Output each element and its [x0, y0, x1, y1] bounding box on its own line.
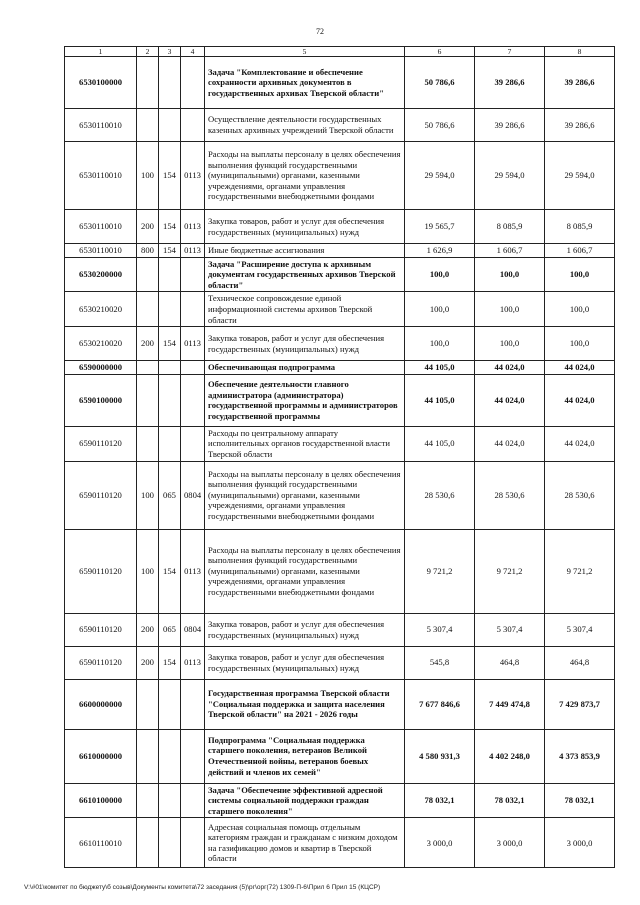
administrator-code [159, 109, 181, 142]
section-code: 0113 [181, 529, 205, 613]
administrator-code: 154 [159, 244, 181, 258]
column-number-header: 5 [205, 47, 405, 57]
amount-col8: 39 286,6 [545, 57, 615, 109]
administrator-code: 065 [159, 613, 181, 646]
amount-col8: 100,0 [545, 292, 615, 327]
table-row [65, 292, 615, 327]
amount-col8: 7 429 873,7 [545, 679, 615, 729]
amount-col8: 1 606,7 [545, 244, 615, 258]
amount-col6: 44 105,0 [405, 374, 475, 426]
classification-code: 6590110120 [65, 613, 137, 646]
section-code [181, 109, 205, 142]
amount-col7: 100,0 [475, 292, 545, 327]
classification-code: 6530210020 [65, 292, 137, 327]
expense-type-code [137, 783, 159, 818]
expense-type-code: 200 [137, 646, 159, 679]
section-code: 0113 [181, 210, 205, 244]
administrator-code [159, 679, 181, 729]
amount-col7: 5 307,4 [475, 613, 545, 646]
table-row [65, 783, 615, 818]
administrator-code: 154 [159, 529, 181, 613]
column-number-header: 7 [475, 47, 545, 57]
amount-col7: 464,8 [475, 646, 545, 679]
item-name: Закупка товаров, работ и услуг для обеспечения государственных (муниципальных) нужд [205, 327, 405, 361]
amount-col7: 44 024,0 [475, 361, 545, 375]
table-row [65, 57, 615, 109]
amount-col8: 8 085,9 [545, 210, 615, 244]
administrator-code [159, 257, 181, 292]
classification-code: 6530200000 [65, 257, 137, 292]
amount-col7: 29 594,0 [475, 142, 545, 210]
amount-col8: 29 594,0 [545, 142, 615, 210]
budget-table [64, 46, 615, 868]
section-code: 0804 [181, 461, 205, 529]
table-row [65, 257, 615, 292]
table-row [65, 361, 615, 375]
amount-col7: 8 085,9 [475, 210, 545, 244]
amount-col6: 100,0 [405, 257, 475, 292]
expense-type-code [137, 426, 159, 461]
expense-type-code [137, 818, 159, 868]
administrator-code: 154 [159, 210, 181, 244]
expense-type-code [137, 109, 159, 142]
amount-col7: 39 286,6 [475, 109, 545, 142]
expense-type-code [137, 57, 159, 109]
amount-col6: 50 786,6 [405, 109, 475, 142]
item-name: Задача "Комплектование и обеспечение сохранности архивных документов в государственных архивах Тверской области" [205, 57, 405, 109]
footer-file-path: V:\#01\комитет по бюджету\б созыв\Документы комитета\72 заседания (5)\рг\орг(72) 1309-П-6\Прил 6 Прил 15 (КЦСР) [24, 884, 381, 891]
section-code [181, 783, 205, 818]
amount-col6: 19 565,7 [405, 210, 475, 244]
column-number-header: 2 [137, 47, 159, 57]
amount-col6: 100,0 [405, 327, 475, 361]
classification-code: 6590110120 [65, 646, 137, 679]
administrator-code [159, 361, 181, 375]
expense-type-code [137, 374, 159, 426]
expense-type-code: 800 [137, 244, 159, 258]
section-code [181, 818, 205, 868]
classification-code: 6590000000 [65, 361, 137, 375]
amount-col6: 9 721,2 [405, 529, 475, 613]
amount-col6: 7 677 846,6 [405, 679, 475, 729]
amount-col7: 9 721,2 [475, 529, 545, 613]
section-code [181, 292, 205, 327]
table-row [65, 210, 615, 244]
amount-col8: 100,0 [545, 327, 615, 361]
table-row [65, 244, 615, 258]
classification-code: 6590110120 [65, 461, 137, 529]
section-code [181, 729, 205, 783]
classification-code: 6610100000 [65, 783, 137, 818]
expense-type-code: 100 [137, 529, 159, 613]
table-row [65, 142, 615, 210]
administrator-code [159, 426, 181, 461]
administrator-code [159, 292, 181, 327]
item-name: Расходы на выплаты персоналу в целях обеспечения выполнения функций государственными (муниципальными) органами, казенными учреждениями, органами управления государственными внебюджетными фондами [205, 142, 405, 210]
section-code: 0804 [181, 613, 205, 646]
amount-col7: 4 402 248,0 [475, 729, 545, 783]
amount-col8: 28 530,6 [545, 461, 615, 529]
item-name: Закупка товаров, работ и услуг для обеспечения государственных (муниципальных) нужд [205, 646, 405, 679]
table-row [65, 646, 615, 679]
expense-type-code: 200 [137, 210, 159, 244]
column-number-header: 6 [405, 47, 475, 57]
expense-type-code [137, 729, 159, 783]
amount-col6: 44 105,0 [405, 361, 475, 375]
classification-code: 6530100000 [65, 57, 137, 109]
amount-col8: 100,0 [545, 257, 615, 292]
amount-col6: 100,0 [405, 292, 475, 327]
amount-col7: 7 449 474,8 [475, 679, 545, 729]
classification-code: 6600000000 [65, 679, 137, 729]
expense-type-code [137, 292, 159, 327]
expense-type-code: 200 [137, 327, 159, 361]
amount-col7: 28 530,6 [475, 461, 545, 529]
administrator-code [159, 783, 181, 818]
amount-col6: 4 580 931,3 [405, 729, 475, 783]
amount-col6: 3 000,0 [405, 818, 475, 868]
table-row [65, 679, 615, 729]
classification-code: 6610110010 [65, 818, 137, 868]
table-row [65, 461, 615, 529]
amount-col8: 464,8 [545, 646, 615, 679]
amount-col6: 29 594,0 [405, 142, 475, 210]
amount-col6: 1 626,9 [405, 244, 475, 258]
item-name: Адресная социальная помощь отдельным категориям граждан и гражданам с низким доходом на газификацию домов и квартир в Тверской области [205, 818, 405, 868]
column-number-header: 4 [181, 47, 205, 57]
item-name: Закупка товаров, работ и услуг для обеспечения государственных (муниципальных) нужд [205, 210, 405, 244]
administrator-code: 065 [159, 461, 181, 529]
classification-code: 6530110010 [65, 109, 137, 142]
expense-type-code [137, 679, 159, 729]
administrator-code: 154 [159, 327, 181, 361]
item-name: Осуществление деятельности государственных казенных архивных учреждений Тверской области [205, 109, 405, 142]
table-row [65, 109, 615, 142]
column-number-header: 3 [159, 47, 181, 57]
section-code [181, 679, 205, 729]
section-code [181, 374, 205, 426]
expense-type-code: 200 [137, 613, 159, 646]
amount-col6: 50 786,6 [405, 57, 475, 109]
amount-col6: 28 530,6 [405, 461, 475, 529]
item-name: Техническое сопровождение единой информационной системы архивов Тверской области [205, 292, 405, 327]
section-code: 0113 [181, 142, 205, 210]
administrator-code [159, 729, 181, 783]
item-name: Задача "Обеспечение эффективной адресной системы социальной поддержки граждан старшего поколения" [205, 783, 405, 818]
amount-col8: 44 024,0 [545, 361, 615, 375]
item-name: Закупка товаров, работ и услуг для обеспечения государственных (муниципальных) нужд [205, 613, 405, 646]
item-name: Иные бюджетные ассигнования [205, 244, 405, 258]
classification-code: 6530110010 [65, 244, 137, 258]
amount-col8: 9 721,2 [545, 529, 615, 613]
section-code: 0113 [181, 327, 205, 361]
table-row [65, 529, 615, 613]
classification-code: 6530110010 [65, 210, 137, 244]
administrator-code: 154 [159, 646, 181, 679]
item-name: Государственная программа Тверской области "Социальная поддержка и защита населения Тверской области" на 2021 - 2026 годы [205, 679, 405, 729]
amount-col7: 44 024,0 [475, 374, 545, 426]
amount-col7: 39 286,6 [475, 57, 545, 109]
amount-col6: 5 307,4 [405, 613, 475, 646]
administrator-code [159, 57, 181, 109]
section-code: 0113 [181, 244, 205, 258]
section-code [181, 426, 205, 461]
classification-code: 6530210020 [65, 327, 137, 361]
administrator-code [159, 374, 181, 426]
column-number-header: 8 [545, 47, 615, 57]
expense-type-code: 100 [137, 142, 159, 210]
item-name: Расходы на выплаты персоналу в целях обеспечения выполнения функций государственными (муниципальными) органами, казенными учреждениями, органами управления государственными внебюджетными фондами [205, 529, 405, 613]
section-code [181, 57, 205, 109]
classification-code: 6610000000 [65, 729, 137, 783]
table-row [65, 374, 615, 426]
amount-col7: 44 024,0 [475, 426, 545, 461]
item-name: Подпрограмма "Социальная поддержка старшего поколения, ветеранов Великой Отечественной войны, ветеранов боевых действий и членов их семей" [205, 729, 405, 783]
amount-col8: 5 307,4 [545, 613, 615, 646]
amount-col6: 545,8 [405, 646, 475, 679]
section-code [181, 257, 205, 292]
expense-type-code: 100 [137, 461, 159, 529]
classification-code: 6590110120 [65, 529, 137, 613]
administrator-code: 154 [159, 142, 181, 210]
section-code: 0113 [181, 646, 205, 679]
page-number: 72 [316, 27, 324, 36]
classification-code: 6530110010 [65, 142, 137, 210]
item-name: Расходы на выплаты персоналу в целях обеспечения выполнения функций государственными (муниципальными) органами, казенными учреждениями, органами управления государственными внебюджетными фондами [205, 461, 405, 529]
table-row [65, 729, 615, 783]
amount-col8: 39 286,6 [545, 109, 615, 142]
administrator-code [159, 818, 181, 868]
amount-col6: 78 032,1 [405, 783, 475, 818]
item-name: Обеспечение деятельности главного администратора (администратора) государственной программы и администраторов государственной программы [205, 374, 405, 426]
amount-col8: 78 032,1 [545, 783, 615, 818]
item-name: Задача "Расширение доступа к архивным документам государственных архивов Тверской области" [205, 257, 405, 292]
amount-col6: 44 105,0 [405, 426, 475, 461]
classification-code: 6590100000 [65, 374, 137, 426]
table-header-row [65, 47, 615, 57]
table-row [65, 613, 615, 646]
amount-col7: 3 000,0 [475, 818, 545, 868]
amount-col8: 3 000,0 [545, 818, 615, 868]
item-name: Расходы по центральному аппарату исполнительных органов государственной власти Тверской области [205, 426, 405, 461]
table-row [65, 818, 615, 868]
table-row [65, 327, 615, 361]
expense-type-code [137, 361, 159, 375]
section-code [181, 361, 205, 375]
item-name: Обеспечивающая подпрограмма [205, 361, 405, 375]
amount-col8: 44 024,0 [545, 374, 615, 426]
amount-col7: 100,0 [475, 257, 545, 292]
amount-col7: 1 606,7 [475, 244, 545, 258]
expense-type-code [137, 257, 159, 292]
amount-col8: 44 024,0 [545, 426, 615, 461]
amount-col7: 78 032,1 [475, 783, 545, 818]
table-row [65, 426, 615, 461]
classification-code: 6590110120 [65, 426, 137, 461]
amount-col8: 4 373 853,9 [545, 729, 615, 783]
column-number-header: 1 [65, 47, 137, 57]
amount-col7: 100,0 [475, 327, 545, 361]
